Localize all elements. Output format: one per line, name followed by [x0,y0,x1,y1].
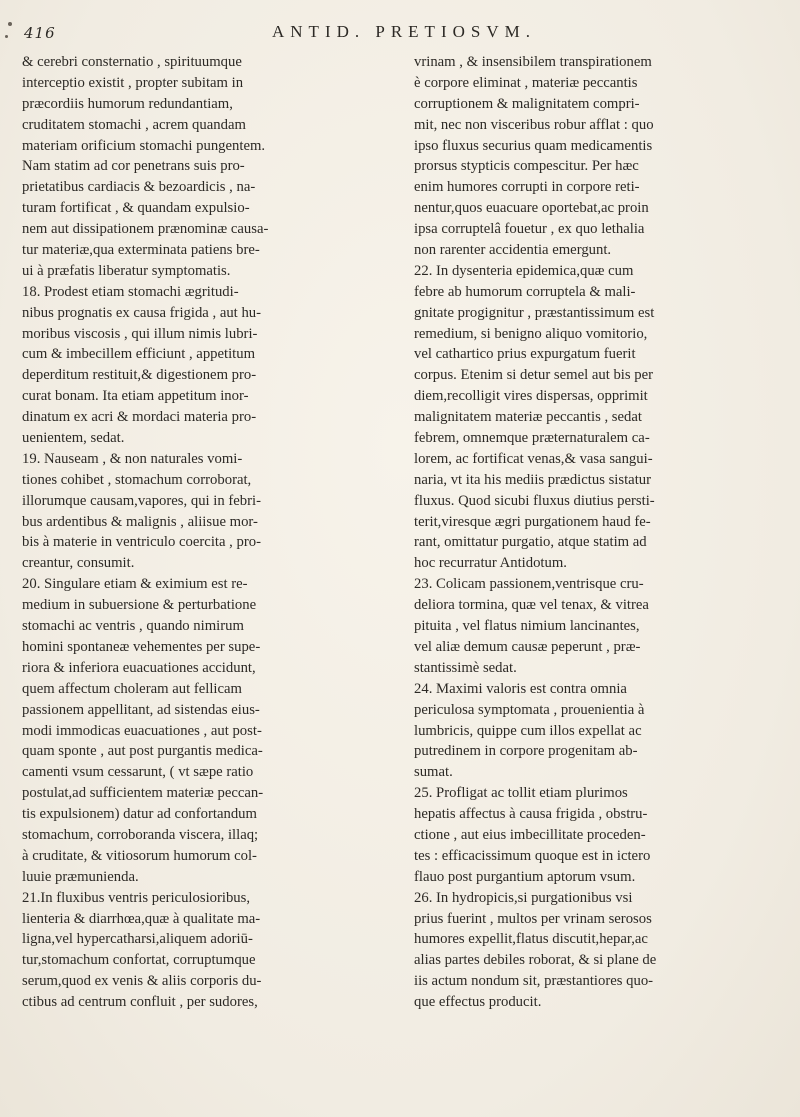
text-line: passionem appellitant, ad sistendas eius- [22,701,260,718]
text-line: tur,stomachum confortat, corruptumque [22,952,256,969]
text-line: serum,quod ex venis & aliis corporis du- [22,973,262,990]
text-line: remedium, si benigno aliquo vomitorio, [414,325,648,342]
text-line: dinatum ex acri & mordaci materia pro- [22,409,257,426]
text-line: iis actum nondum sit, præstantiores quo- [414,973,654,990]
text-line: corpus. Etenim si detur semel aut bis per [414,367,654,384]
text-line: 20. Singulare etiam & eximium est re- [22,576,248,593]
text-line: illorumque causam,vapores, qui in febri- [22,492,262,509]
text-line: creantur, consumit. [22,555,135,572]
text-line: uenientem, sedat. [22,430,125,447]
text-line: humores expellit,flatus discutit,hepar,ac [414,931,648,948]
text-line: Nam statim ad cor penetrans suis pro- [22,158,245,175]
running-title: ANTID. PRETIOSVM. [272,22,536,41]
text-line: prietatibus cardiacis & bezoardicis , na- [22,179,256,196]
text-line: modi immodicas euacuationes , aut post- [22,722,262,739]
text-line: cum & imbecillem efficiunt , appetitum [22,346,256,363]
text-line: quem affectum choleram aut fellicam [22,680,242,697]
text-line: prius fuerint , multos per vrinam serosos [414,910,652,927]
right-text-column [414,52,786,1013]
text-line: diem,recolligit vires dispersas, opprimit [414,388,648,405]
ink-spot [5,35,8,38]
text-line: nem aut dissipationem prænominæ causa- [22,221,269,238]
ink-spot [8,22,12,26]
text-line: pituita , vel flatus nimium lancinantes, [414,618,640,635]
text-line: deperditum restituit,& digestionem pro- [22,367,257,384]
text-line: terit,viresque ægri purgationem haud fe- [414,513,651,530]
text-line: 26. In hydropicis,si purgationibus vsi [414,889,633,906]
text-line: lorem, ac fortificat venas,& vasa sangui- [414,450,653,467]
text-line: mit, nec non visceribus robur afflat : quo [414,116,654,133]
text-line: camenti vsum cessarunt, ( vt sæpe ratio [22,764,254,781]
text-line: homini spontaneæ vehementes per supe- [22,638,261,655]
text-line: præcordiis humorum redundantiam, [22,95,233,112]
page-header [22,22,778,48]
text-line: ipsa corruptelâ fouetur , ex quo lethalia [414,221,645,238]
text-line: tur materiæ,qua exterminata patiens bre- [22,242,260,259]
text-line: tiones cohibet , stomachum corroborat, [22,471,252,488]
text-line: febre ab humorum corruptela & mali- [414,283,636,300]
text-line: 19. Nauseam , & non naturales vomi- [22,450,243,467]
text-line: materiam orificium stomachi pungentem. [22,137,266,154]
text-line: curat bonam. Ita etiam appetitum inor- [22,388,249,405]
text-line: lumbricis, quippe cum illos expellat ac [414,722,642,739]
text-line: ligna,vel hypercatharsi,aliquem adoriū- [22,931,253,948]
text-line: luuie præmunienda. [22,868,139,885]
text-line: stomachum, corroboranda viscera, illaq; [22,826,259,843]
text-line: 21.In fluxibus ventris periculosioribus, [22,889,251,906]
text-line: tis expulsionem) datur ad confortandum [22,806,257,823]
page-number: 416 [24,24,56,42]
text-line: vel aliæ demum causæ peperunt , præ- [414,638,641,655]
text-line: turam fortificat , & quandam expulsio- [22,200,250,217]
text-line: prorsus stypticis compescitur. Per hæc [414,158,639,175]
text-line: fluxus. Quod sicubi fluxus diutius persti- [414,492,655,509]
text-line: 23. Colicam passionem,ventrisque cru- [414,576,644,593]
text-line: stantissimè sedat. [414,659,517,676]
text-line: 18. Prodest etiam stomachi ægritudi- [22,283,239,300]
text-line: vel cathartico prius expurgatum fuerit [414,346,636,363]
text-line: & cerebri consternatio , spirituumque [22,54,242,70]
text-line: putredinem in corpore progenitam ab- [414,743,638,760]
text-line: sumat. [414,764,453,781]
text-line: corruptionem & malignitatem compri- [414,95,640,112]
text-line: flauo post purgantium aptorum vsum. [414,868,636,885]
text-line: rant, omittatur purgatio, atque statim ad [414,534,647,551]
text-line: tes : efficacissimum quoque est in ictero [414,847,651,864]
text-line: alias partes debiles roborat, & si plane de [414,952,657,969]
text-line: riora & inferiora euacuationes accidunt, [22,659,256,676]
left-text-column [22,52,382,1013]
text-line: enim humores corrupti in corpore reti- [414,179,640,196]
text-line: hepatis affectus à causa frigida , obstru- [414,806,648,823]
text-line: lienteria & diarrhœa,quæ à qualitate ma- [22,910,261,927]
text-line: cruditatem stomachi , acrem quandam [22,116,246,133]
text-line: interceptio existit , propter subitam in [22,74,244,91]
text-line: malignitatem materiæ peccantis , sedat [414,409,642,426]
text-line: que effectus producit. [414,994,542,1011]
text-line: è corpore eliminat , materiæ peccantis [414,74,638,91]
text-line: periculosa symptomata , prouenientia à [414,701,645,718]
text-line: moribus viscosis , qui illum nimis lubri- [22,325,258,342]
text-line: 22. In dysenteria epidemica,quæ cum [414,262,634,279]
text-line: ctibus ad centrum confluit , per sudores, [22,994,258,1011]
text-line: quam sponte , aut post purgantis medica- [22,743,263,760]
text-line: ui à præfatis liberatur symptomatis. [22,262,231,279]
text-line: 25. Profligat ac tollit etiam plurimos [414,785,628,802]
text-line: vrinam , & insensibilem transpirationem [414,54,652,70]
text-line: nibus prognatis ex causa frigida , aut hu- [22,304,262,321]
text-line: deliora tormina, quæ vel tenax, & vitrea [414,597,649,614]
text-line: febrem, omnemque præternaturalem ca- [414,430,650,447]
text-line: bis à materie in ventriculo coercita , pro- [22,534,261,551]
text-line: naria, vt ita his mediis prædictus sistatur [414,471,652,488]
text-line: nentur,quos euacuare oportebat,ac proin [414,200,649,217]
text-line: gnitate progignitur , præstantissimum est [414,304,655,321]
text-line: ctione , aut eius imbecillitate proceden- [414,826,646,843]
text-line: non rarenter accidentia emergunt. [414,242,612,259]
text-line: à cruditate, & vitiosorum humorum col- [22,847,257,864]
text-line: bus ardentibus & malignis , aliisue mor- [22,513,258,530]
text-line: stomachi ac ventris , quando nimirum [22,618,244,635]
text-line: ipso fluxus securius quam medicamentis [414,137,653,154]
text-line: 24. Maximi valoris est contra omnia [414,680,627,697]
text-line: postulat,ad sufficientem materiæ peccan- [22,785,264,802]
text-line: hoc recurratur Antidotum. [414,555,567,572]
text-line: medium in subuersione & perturbatione [22,597,257,614]
